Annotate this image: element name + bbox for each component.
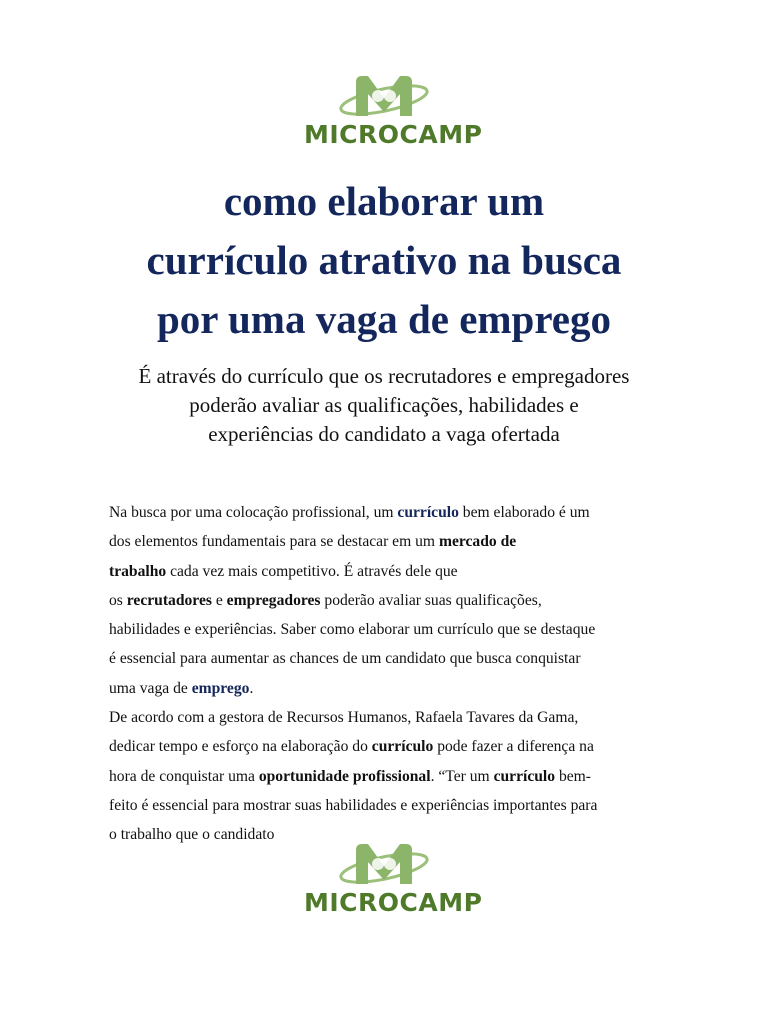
text-line: habilidades e experiências. Saber como elaborar um currículo que se destaque <box>109 621 596 639</box>
keyword-link[interactable]: emprego <box>191 679 250 697</box>
title-line: currículo atrativo na busca <box>146 237 622 283</box>
text-line <box>109 527 669 556</box>
truncated-text-fragment <box>274 830 304 842</box>
text-run: bem elaborado é um <box>458 504 590 521</box>
text-run: e <box>211 591 227 609</box>
microcamp-m-orbit-icon <box>334 840 434 888</box>
keyword-link[interactable]: currículo <box>397 504 459 521</box>
text-run: o trabalho que o candidato <box>109 826 275 844</box>
title-line: como elaborar um <box>223 178 545 224</box>
text-run: dedicar tempo e esforço na elaboração do <box>109 738 372 756</box>
subtitle-line: É através do currículo que os recrutadores e empregadores <box>138 364 630 388</box>
microcamp-m-orbit-icon <box>334 72 434 120</box>
microcamp-wordmark: MICROCAMP <box>304 888 483 917</box>
document-subtitle <box>90 362 678 449</box>
bold-term: recrutadores <box>126 591 212 609</box>
bold-term: currículo <box>493 767 556 785</box>
subtitle-line: poderão avaliar as qualificações, habilidades e <box>189 393 579 417</box>
microcamp-logo-top <box>304 72 483 149</box>
paragraph-1 <box>109 498 669 703</box>
text-run: hora de conquistar uma <box>109 767 259 785</box>
text-line <box>109 732 669 761</box>
text-line <box>109 674 669 703</box>
text-run: bem- <box>555 767 592 785</box>
microcamp-wordmark: MICROCAMP <box>304 120 483 149</box>
bold-term: trabalho <box>109 562 167 580</box>
text-run: . <box>249 679 254 697</box>
text-line <box>109 586 669 615</box>
document-title <box>90 172 678 349</box>
document-body <box>109 498 669 850</box>
text-line <box>109 498 669 527</box>
text-line <box>109 557 669 586</box>
text-line: feito é essencial para mostrar suas habilidades e experiências importantes para <box>109 796 598 814</box>
bold-term: mercado de <box>438 533 517 551</box>
text-run: cada vez mais competitivo. É através dele que <box>166 562 458 580</box>
text-line: De acordo com a gestora de Recursos Humanos, Rafaela Tavares da Gama, <box>109 709 579 727</box>
text-run: poderão avaliar suas qualificações, <box>320 591 542 609</box>
paragraph-2 <box>109 703 669 849</box>
text-run: uma vaga de <box>109 679 192 697</box>
text-run: dos elementos fundamentais para se destacar em um <box>109 533 439 551</box>
bold-term: currículo <box>371 738 434 756</box>
text-line <box>109 762 669 791</box>
text-run: . “Ter um <box>430 767 494 785</box>
text-run: os <box>109 591 127 609</box>
subtitle-line: experiências do candidato a vaga ofertada <box>208 422 560 446</box>
bold-term: empregadores <box>226 591 321 609</box>
text-run: Na busca por uma colocação profissional, um <box>109 504 398 521</box>
title-line: por uma vaga de emprego <box>156 296 612 342</box>
text-run: pode fazer a diferença na <box>433 738 594 756</box>
text-line: é essencial para aumentar as chances de um candidato que busca conquistar <box>109 650 581 668</box>
microcamp-logo-bottom <box>304 840 483 917</box>
bold-term: oportunidade profissional <box>258 767 431 785</box>
